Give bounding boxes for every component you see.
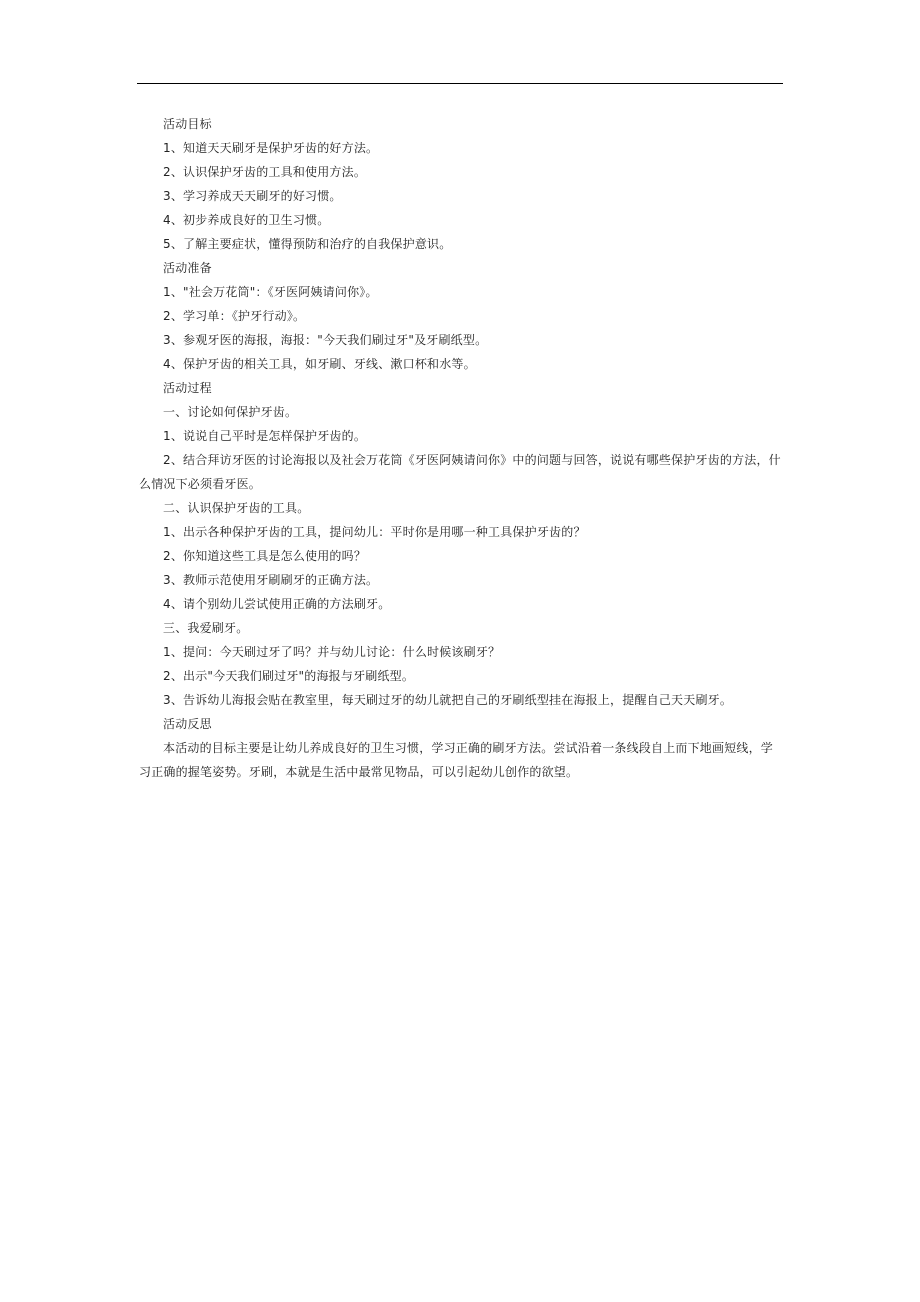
document-body: [139, 112, 783, 784]
section-heading-goal: 活动目标: [163, 117, 212, 131]
list-item: 3、学习养成天天刷牙的好习惯。: [163, 189, 342, 203]
section-heading-reflection: 活动反思: [163, 717, 212, 731]
list-item: 1、"社会万花筒"：《牙医阿姨请问你》。: [163, 285, 378, 299]
list-item: 4、初步养成良好的卫生习惯。: [163, 213, 330, 227]
list-item: 3、教师示范使用牙刷刷牙的正确方法。: [163, 573, 379, 587]
list-item: 4、请个别幼儿尝试使用正确的方法刷牙。: [163, 597, 391, 611]
section-heading-prep: 活动准备: [163, 261, 212, 275]
list-item: 2、认识保护牙齿的工具和使用方法。: [163, 165, 367, 179]
list-item: 1、提问：今天刷过牙了吗？并与幼儿讨论：什么时候该刷牙？: [163, 645, 501, 659]
list-item: 4、保护牙齿的相关工具，如牙刷、牙线、漱口杯和水等。: [163, 357, 476, 371]
section-heading-process: 活动过程: [163, 381, 212, 395]
list-item: 2、学习单：《护牙行动》。: [163, 309, 306, 323]
list-item: 1、出示各种保护牙齿的工具，提问幼儿：平时你是用哪一种工具保护牙齿的？: [163, 525, 586, 539]
subsection-heading: 三、我爱刷牙。: [163, 621, 249, 635]
list-item: 2、出示"今天我们刷过牙"的海报与牙刷纸型。: [163, 669, 415, 683]
list-item: 1、说说自己平时是怎样保护牙齿的。: [163, 429, 367, 443]
reflection-paragraph: 本活动的目标主要是让幼儿养成良好的卫生习惯，学习正确的刷牙方法。尝试沿着一条线段自上而下地画短线，学习正确的握笔姿势。牙刷，本就是生活中最常见物品，可以引起幼儿创作的欲望。: [139, 741, 774, 779]
header-rule: [137, 83, 783, 84]
list-item: 5、了解主要症状，懂得预防和治疗的自我保护意识。: [163, 237, 452, 251]
list-item: 3、参观牙医的海报，海报："今天我们刷过牙"及牙刷纸型。: [163, 333, 488, 347]
list-item: 2、结合拜访牙医的讨论海报以及社会万花筒《牙医阿姨请问你》中的问题与回答，说说有哪些保护牙齿的方法，什么情况下必须看牙医。: [139, 453, 781, 491]
list-item: 1、知道天天刷牙是保护牙齿的好方法。: [163, 141, 379, 155]
list-item: 2、你知道这些工具是怎么使用的吗？: [163, 549, 367, 563]
subsection-heading: 一、讨论如何保护牙齿。: [163, 405, 298, 419]
list-item: 3、告诉幼儿海报会贴在教室里，每天刷过牙的幼儿就把自己的牙刷纸型挂在海报上，提醒自己天天刷牙。: [163, 693, 733, 707]
subsection-heading: 二、认识保护牙齿的工具。: [163, 501, 310, 515]
